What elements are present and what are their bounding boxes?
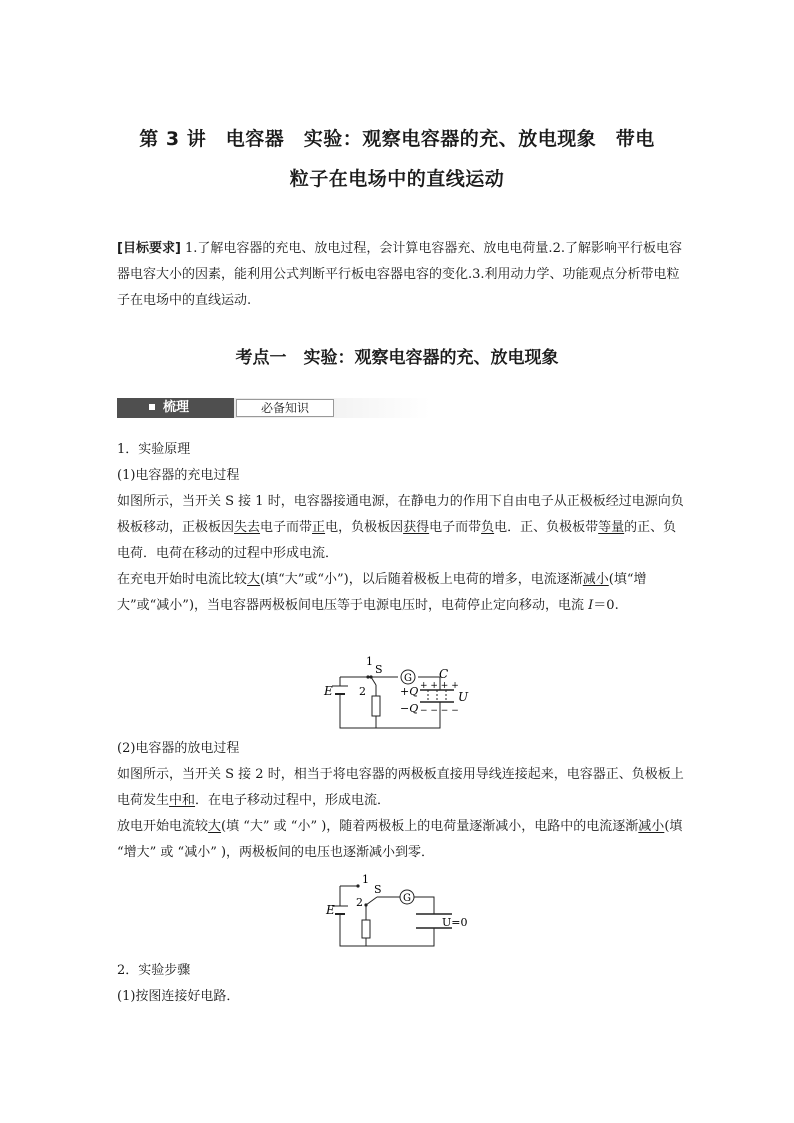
label-2: 2 — [356, 896, 363, 909]
label-C: C — [439, 667, 449, 681]
goal-text: 1.了解电容器的充电、放电过程，会计算电容器充、放电电荷量.2.了解影响平行板电容器电容大小的因素，能利用公式判断平行板电容器电容的变化.3.利用动力学、功能观点分析带电粒子在电场中的直线运动. — [117, 241, 682, 308]
label-plus-q: +Q — [400, 685, 419, 698]
charge-paragraph-2: 在充电开始时电流比较大(填“大”或“小”)，以后随着极板上电荷的增多，电流逐渐减小(填“增大”或“减小”)，当电容器两极板间电压等于电源电压时，电荷停止定向移动，电流 I＝0. — [117, 572, 647, 613]
discharging-circuit-diagram — [320, 870, 480, 955]
label-G: G — [404, 673, 412, 684]
content-part-3 — [117, 958, 687, 1010]
plate-minus-signs: − − − − — [420, 706, 459, 716]
label-S: S — [375, 663, 383, 676]
section-bar — [117, 398, 430, 418]
plate-plus-signs: + + + + — [420, 681, 459, 691]
goal-tag: [目标要求] — [117, 241, 181, 256]
content-part-2 — [117, 736, 687, 866]
section-title: 考点一 实验：观察电容器的充、放电现象 — [235, 348, 559, 368]
charging-circuit-diagram — [320, 652, 480, 740]
square-icon — [149, 404, 155, 410]
label-1: 1 — [366, 655, 373, 668]
subheading-charge: (1)电容器的充电过程 — [117, 468, 240, 483]
title-line-1: 第 3 讲 电容器 实验：观察电容器的充、放电现象 带电 — [139, 128, 655, 150]
label-U0: U=0 — [442, 916, 468, 929]
label-G: G — [403, 893, 411, 904]
label-E: E — [326, 903, 335, 917]
content-part-1 — [117, 437, 687, 619]
label-1: 1 — [362, 873, 369, 886]
label-U: U — [458, 690, 469, 704]
title-line-2: 粒子在电场中的直线运动 — [289, 168, 505, 190]
label-S: S — [374, 883, 382, 896]
label-2: 2 — [359, 685, 366, 698]
heading-principle: 1．实验原理 — [117, 442, 191, 457]
bar-light-label: 必备知识 — [236, 399, 334, 417]
heading-steps: 2．实验步骤 — [117, 963, 191, 978]
discharge-paragraph-2: 放电开始电流较大(填 “大” 或 “小” )，随着两极板上的电荷量逐渐减小，电路中的电流逐渐减小(填 “增大” 或 “减小” )，两极板间的电压也逐渐减小到零． — [117, 819, 683, 860]
bar-dark-label: 梳理 — [117, 398, 234, 418]
label-E: E — [324, 684, 333, 698]
label-minus-q: −Q — [400, 702, 419, 715]
charge-paragraph-1: 如图所示，当开关 S 接 1 时，电容器接通电源，在静电力的作用下自由电子从正极板经过电源向负极板移动，正极板因失去电子而带正电，负极板因获得电子而带负电．正、负极板带等量的正、负电荷．电荷在移动的过程中形成电流． — [117, 494, 684, 561]
discharge-paragraph-1: 如图所示，当开关 S 接 2 时，相当于将电容器的两极板直接用导线连接起来，电容器正、负极板上电荷发生中和．在电子移动过程中，形成电流． — [117, 767, 684, 808]
subheading-discharge: (2)电容器的放电过程 — [117, 741, 240, 756]
goal-paragraph — [117, 236, 687, 314]
step-1: (1)按图连接好电路． — [117, 989, 240, 1004]
